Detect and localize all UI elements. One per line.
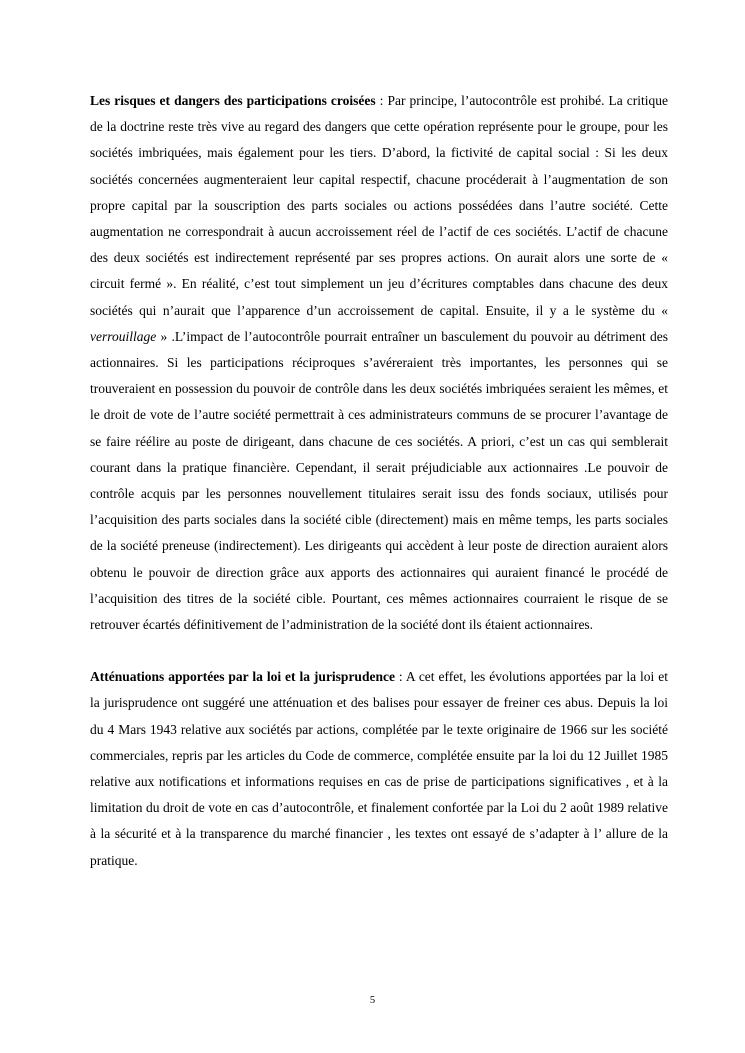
paragraph-text: : Par principe, l’autocontrôle est prohibé. La critique de la doctrine reste très vive au regard des dangers que cette opération représente pour le groupe, pour les sociétés imbriquées, mais également pour les tiers. D’abord, la fictivité de capital social : Si les deux sociétés concernées augmenteraient leur capital respectif, chacune procéderait à l’augmentation de son propre capital par la souscription des parts sociales ou actions possédées dans l’autre société. Cette augmentation ne correspondrait à aucun accroissement réel de l’actif de ces sociétés. L’actif de chacune des deux sociétés est indirectement représenté par ses propres actions. On aurait alors une sorte de « circuit fermé ». En réalité, c’est tout simplement un jeu d’écritures comptables dans chacune des deux sociétés qui n’aurait que l’apparence d’un accroissement de capital. Ensuite, il y a le système du «	[90, 93, 668, 318]
paragraph-text: : A cet effet, les évolutions apportées par la loi et la jurisprudence ont suggéré une atténuation et des balises pour essayer de freiner ces abus. Depuis la loi du 4 Mars 1943 relative aux sociétés par actions, complétée par le texte originaire de 1966 sur les société commerciales, repris par les articles du Code de commerce, complétée ensuite par la loi du 12 Juillet 1985 relative aux notifications et informations requises en cas de prise de participations significatives , et à la limitation du droit de vote en cas d’autocontrôle, et finalement confortée par la Loi du 2 août 1989 relative à la sécurité et à la transparence du marché financier , les textes ont essayé de s’adapter à l’ allure de la pratique.	[90, 669, 668, 868]
document-page	[90, 88, 668, 874]
paragraph-legal-mitigations	[90, 664, 668, 874]
page-number: 5	[369, 995, 376, 1006]
paragraph-cross-shareholding-risks	[90, 88, 668, 638]
emphasized-term: verrouillage	[90, 328, 157, 344]
paragraph-heading: Les risques et dangers des participations croisées	[90, 93, 376, 108]
paragraph-heading: Atténuations apportées par la loi et la jurisprudence	[90, 669, 395, 685]
paragraph-text: » .L’impact de l’autocontrôle pourrait entraîner un basculement du pouvoir au détriment des actionnaires. Si les participations réciproques s’avéreraient très importantes, les personnes qui se trouveraient en possession du pouvoir de contrôle dans les deux sociétés imbriquées seraient les mêmes, et le droit de vote de l’autre société permettrait à ces administrateurs communs de se procurer l’avantage de se faire réélire au poste de dirigeant, dans chacune de ces sociétés. A priori, c’est un cas qui semblerait courant dans la pratique financière. Cependant, il serait préjudiciable aux actionnaires .Le pouvoir de contrôle acquis par les personnes nouvellement titulaires serait issu des fonds sociaux, utilisés pour l’acquisition des parts sociales dans la société cible (directement) mais en même temps, les parts sociales de la société preneuse (indirectement). Les dirigeants qui accèdent à leur poste de direction auraient alors obtenu le pouvoir de direction grâce aux apports des actionnaires qui auraient financé le procédé de l’acquisition des titres de la société cible. Pourtant, ces mêmes actionnaires courraient le risque de se retrouver écartés définitivement de l’administration de la société dont ils étaient actionnaires.	[90, 328, 668, 633]
